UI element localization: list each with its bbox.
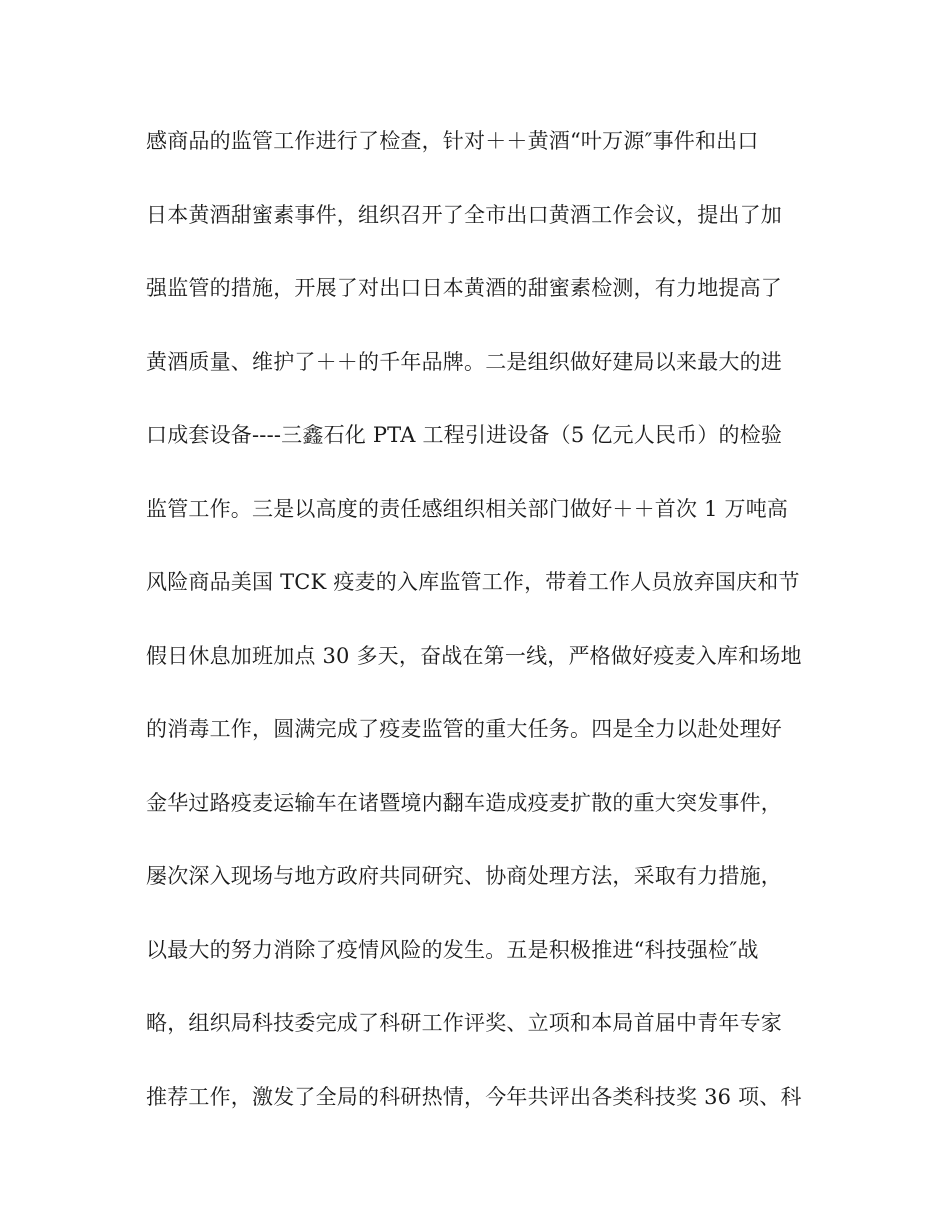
body-text: [146, 123, 826, 1152]
text-line: 强监管的措施，开展了对出口日本黄酒的甜蜜素检测，有力地提高了: [146, 276, 782, 300]
text-line: 略，组织局科技委完成了科研工作评奖、立项和本局首届中青年专家: [146, 1011, 782, 1035]
text-line: 感商品的监管工作进行了检查，针对＋＋黄酒“叶万源″事件和出口: [146, 129, 759, 153]
text-line: 的消毒工作，圆满完成了疫麦监管的重大任务。四是全力以赴处理好: [146, 717, 782, 741]
text-line: 黄酒质量、维护了＋＋的千年品牌。二是组织做好建局以来最大的进: [146, 349, 782, 374]
text-line: 风险商品美国 TCK 疫麦的入库监管工作，带着工作人员放弃国庆和节: [146, 570, 800, 594]
text-line: 以最大的努力消除了疫情风险的发生。五是积极推进“科技强检″战: [146, 937, 759, 962]
text-line: 推荐工作，激发了全局的科研热情，今年共评出各类科技奖 36 项、科: [146, 1084, 802, 1109]
text-line: 屡次深入现场与地方政府共同研究、协商处理方法，采取有力措施，: [146, 864, 782, 888]
text-line: 假日休息加班加点 30 多天，奋战在第一线，严格做好疫麦入库和场地: [146, 643, 802, 668]
text-line: 口成套设备----三鑫石化 PTA 工程引进设备（5 亿元人民币）的检验: [146, 423, 783, 447]
text-line: 监管工作。三是以高度的责任感组织相关部门做好＋＋首次 1 万吨高: [146, 496, 789, 521]
text-line: 金华过路疫麦运输车在诸暨境内翻车造成疫麦扩散的重大突发事件，: [146, 790, 782, 815]
text-line: 日本黄酒甜蜜素事件，组织召开了全市出口黄酒工作会议，提出了加: [146, 202, 782, 227]
